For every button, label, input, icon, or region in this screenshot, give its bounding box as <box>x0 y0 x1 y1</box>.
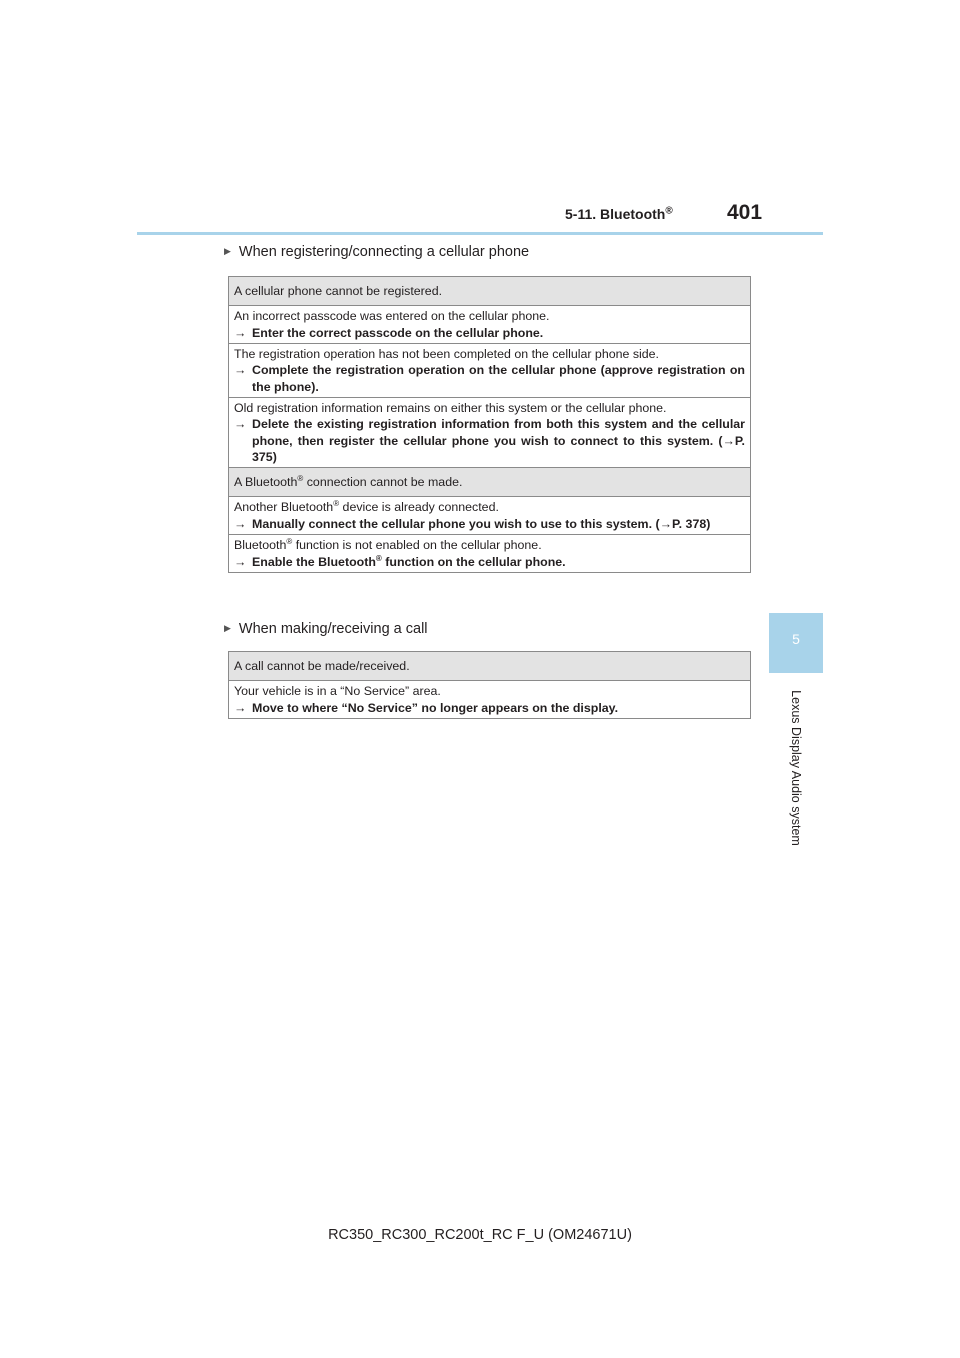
arrow-icon: → <box>234 325 247 340</box>
arrow-icon: → <box>234 700 247 715</box>
triangle-bullet-icon: ▶ <box>224 246 231 256</box>
chapter-title: Lexus Display Audio system <box>789 690 803 846</box>
cause-row: Bluetooth® function is not enabled on the cellular phone. → Enable the Bluetooth® function on the cellular phone. <box>229 535 751 573</box>
chapter-tab: 5 <box>769 613 823 673</box>
troubleshooting-table-calling <box>228 651 751 719</box>
cause-row: Old registration information remains on either this system or the cellular phone. → Delete the existing registration information from both this system and the cellular phone, then register the cellular phone you wish to connect to this system. (→P. 375) <box>229 398 751 468</box>
arrow-icon: → <box>234 516 247 531</box>
footer-model-code: RC350_RC300_RC200t_RC F_U (OM24671U) <box>328 1227 632 1243</box>
arrow-icon: → <box>234 554 247 569</box>
section-title: 5-11. Bluetooth® <box>565 205 673 222</box>
cause-row: The registration operation has not been completed on the cellular phone side. → Complete the registration operation on the cellular phone (approve registration on the phone). <box>229 344 751 398</box>
page-number: 401 <box>727 201 763 224</box>
triangle-bullet-icon: ▶ <box>224 623 231 633</box>
cause-row: An incorrect passcode was entered on the cellular phone. → Enter the correct passcode on the cellular phone. <box>229 306 751 344</box>
header-rule <box>137 232 823 235</box>
scenario-heading-calling: ▶ When making/receiving a call <box>224 621 428 637</box>
chapter-label <box>769 673 823 863</box>
arrow-icon: → <box>234 363 247 378</box>
troubleshooting-table-registering <box>228 276 751 573</box>
symptom-row: A call cannot be made/received. <box>229 652 751 681</box>
symptom-row: A Bluetooth® connection cannot be made. <box>229 468 751 497</box>
cause-row: Your vehicle is in a “No Service” area. → Move to where “No Service” no longer appears on the display. <box>229 681 751 719</box>
symptom-row: A cellular phone cannot be registered. <box>229 277 751 306</box>
scenario-heading-registering: ▶ When registering/connecting a cellular phone <box>224 244 530 260</box>
arrow-icon: → <box>234 417 247 432</box>
cause-row: Another Bluetooth® device is already connected. → Manually connect the cellular phone you wish to use to this system. (→P. 378) <box>229 497 751 535</box>
